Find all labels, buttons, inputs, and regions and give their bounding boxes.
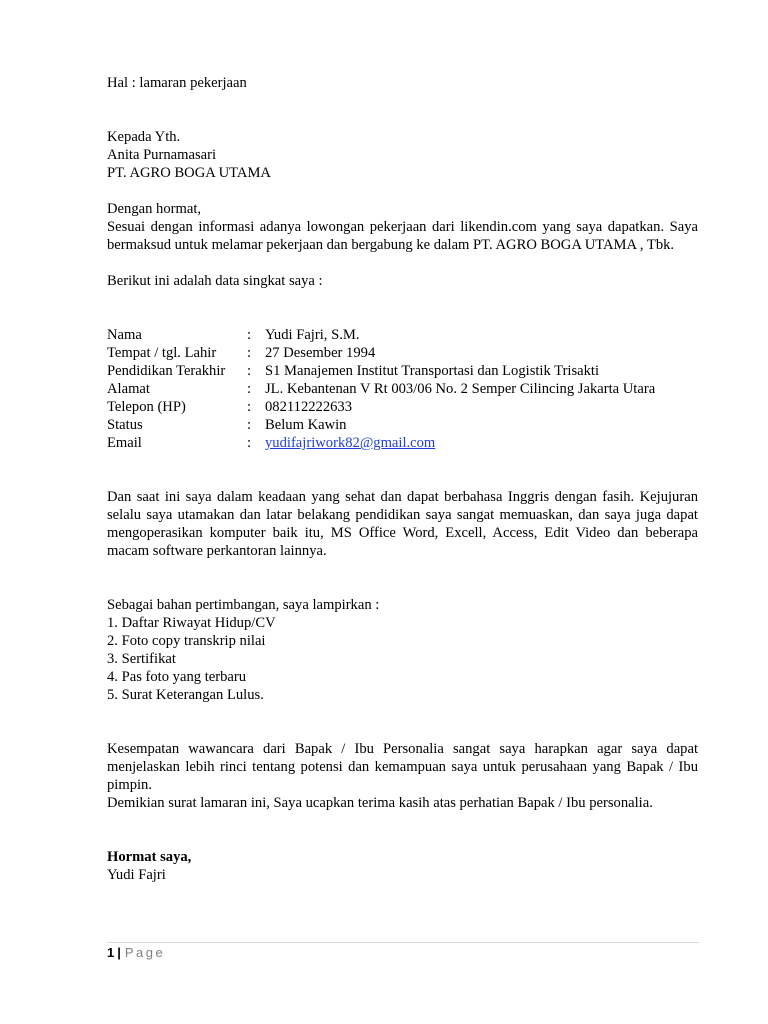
greeting: Dengan hormat, xyxy=(107,201,202,217)
data-row-pendidikan xyxy=(107,362,698,380)
data-colon: : xyxy=(247,327,252,343)
data-label: Tempat / tgl. Lahir xyxy=(107,345,217,361)
page-number: 1 xyxy=(107,945,115,960)
data-colon: : xyxy=(247,363,252,379)
recipient-salutation: Kepada Yth. xyxy=(107,129,181,145)
attachments-intro: Sebagai bahan pertimbangan, saya lampirkan : xyxy=(107,597,380,613)
data-intro: Berikut ini adalah data singkat saya : xyxy=(107,273,323,289)
data-row-ttl xyxy=(107,344,698,362)
recipient-company: PT. AGRO BOGA UTAMA xyxy=(107,165,271,181)
data-colon: : xyxy=(247,345,252,361)
thanks-paragraph: Demikian surat lamaran ini, Saya ucapkan terima kasih atas perhatian Bapak / Ibu personalia. xyxy=(107,795,653,811)
data-colon: : xyxy=(247,399,252,415)
list-item: 1. Daftar Riwayat Hidup/CV xyxy=(107,615,276,631)
recipient-name: Anita Purnamasari xyxy=(107,147,217,163)
attachments-list xyxy=(107,614,698,704)
list-item: 4. Pas foto yang terbaru xyxy=(107,669,247,685)
data-value: 082112222633 xyxy=(265,399,353,415)
intro-paragraph: Sesuai dengan informasi adanya lowongan pekerjaan dari likendin.com yang saya dapatkan. Saya bermaksud untuk melamar pekerjaan dan bergabung ke dalam PT. AGRO BOGA UTAMA , Tbk. xyxy=(107,219,698,253)
signer-name: Yudi Fajri xyxy=(107,867,166,883)
skills-paragraph: Dan saat ini saya dalam keadaan yang sehat dan dapat berbahasa Inggris dengan fasih. Kejujuran selalu saya utamakan dan latar belakang pendidikan saya sangat memuaskan, dan saya juga dapat mengoperasikan komputer baik itu, MS Office Word, Excell, Access, Edit Video dan beberapa macam software perkantoran lainnya. xyxy=(107,489,698,559)
data-value: JL. Kebantenan V Rt 003/06 No. 2 Semper Cilincing Jakarta Utara xyxy=(265,381,656,397)
letter-body xyxy=(107,74,698,884)
page-label: Page xyxy=(124,945,166,960)
email-link[interactable]: yudifajriwork82@gmail.com xyxy=(265,435,436,451)
list-item: 2. Foto copy transkrip nilai xyxy=(107,633,266,649)
data-value: Yudi Fajri, S.M. xyxy=(265,327,360,343)
data-row-telepon xyxy=(107,398,698,416)
data-colon: : xyxy=(247,381,252,397)
closing-paragraph: Kesempatan wawancara dari Bapak / Ibu Personalia sangat saya harapkan agar saya dapat menjelaskan lebih rinci tentang potensi dan kemampuan saya untuk perusahaan yang Bapak / Ibu pimpin. xyxy=(107,741,698,793)
data-label: Status xyxy=(107,417,143,433)
data-label: Pendidikan Terakhir xyxy=(107,363,226,379)
page-separator: | xyxy=(117,945,121,960)
personal-data-table xyxy=(107,326,698,452)
list-item: 3. Sertifikat xyxy=(107,651,176,667)
subject-line: Hal : lamaran pekerjaan xyxy=(107,75,247,91)
data-row-nama xyxy=(107,326,698,344)
data-label: Email xyxy=(107,435,142,451)
data-value: 27 Desember 1994 xyxy=(265,345,376,361)
data-row-status xyxy=(107,416,698,434)
list-item: 5. Surat Keterangan Lulus. xyxy=(107,687,264,703)
recipient-block xyxy=(107,128,698,182)
data-row-email xyxy=(107,434,698,452)
data-label: Nama xyxy=(107,327,142,343)
data-row-alamat xyxy=(107,380,698,398)
data-colon: : xyxy=(247,417,252,433)
page-footer xyxy=(107,942,699,961)
signoff: Hormat saya, xyxy=(107,849,192,865)
data-label: Telepon (HP) xyxy=(107,399,186,415)
data-label: Alamat xyxy=(107,381,150,397)
data-value: S1 Manajemen Institut Transportasi dan Logistik Trisakti xyxy=(265,363,600,379)
data-value: Belum Kawin xyxy=(265,417,347,433)
data-colon: : xyxy=(247,435,252,451)
